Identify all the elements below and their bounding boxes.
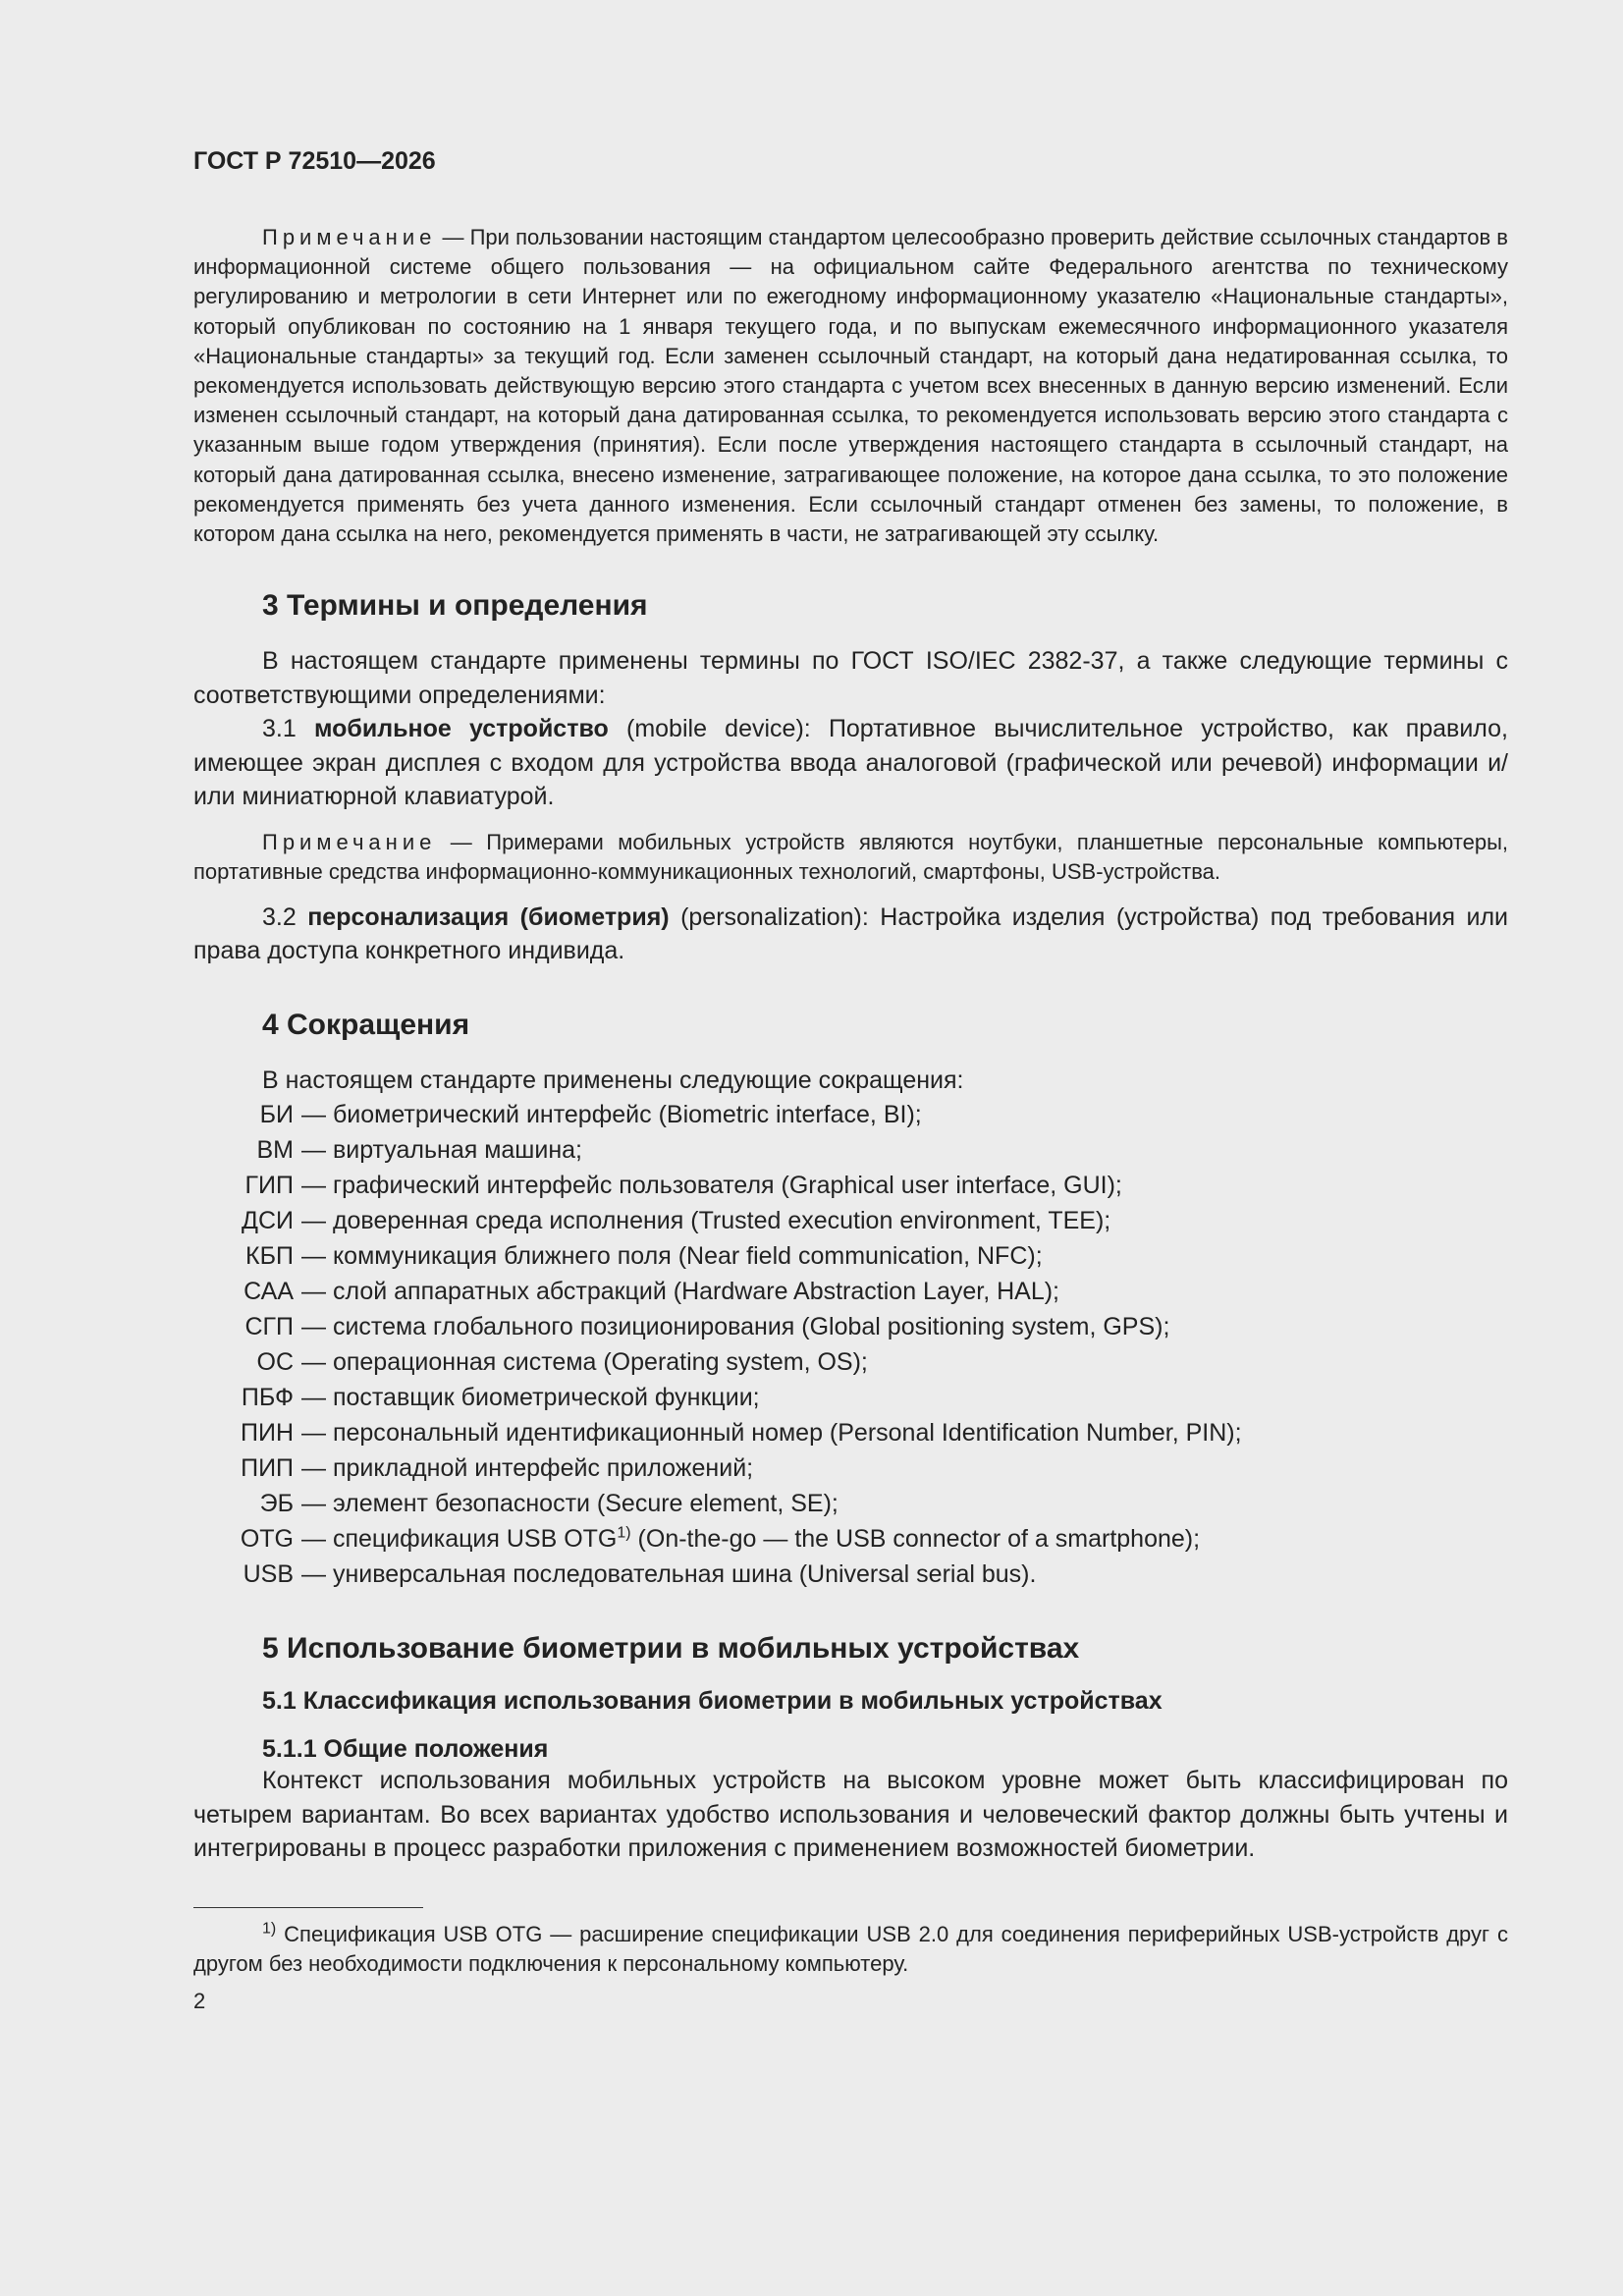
abbreviation-definition: — поставщик биометрической функции; <box>301 1384 760 1412</box>
abbreviation-row <box>193 1168 1508 1203</box>
abbreviation-key: СГП <box>244 1313 294 1341</box>
reference-note <box>193 223 1508 549</box>
abbreviation-key: БИ <box>259 1101 294 1129</box>
subsection-5-1-1-title: 5.1.1 Общие положения <box>262 1735 549 1764</box>
abbreviation-row <box>193 1274 1508 1309</box>
abbreviation-definition: — операционная система (Operating system, OS); <box>301 1348 868 1377</box>
abbreviation-row <box>193 1344 1508 1380</box>
section-3-intro: В настоящем стандарте применены термины по ГОСТ ISO/IEC 2382-37, а также следующие термины с соответствующими определениями: <box>193 647 1508 709</box>
abbreviation-definition: — виртуальная машина; <box>301 1136 582 1165</box>
footnote-divider <box>193 1907 423 1908</box>
abbreviation-definition: — биометрический интерфейс (Biometric interface, BI); <box>301 1101 922 1129</box>
footnote-ref: 1) <box>617 1524 631 1542</box>
term-definition: (personalization): Настройка изделия (устройства) под требования или права доступа конкретного индивида. <box>193 902 1509 965</box>
document-page <box>193 147 1508 2014</box>
note-text: — Примерами мобильных устройств являются ноутбуки, планшетные персональные компьютеры, портативные средства информационно-коммуникационных технологий, смартфоны, USB-устройства. <box>193 829 1508 884</box>
abbreviation-row <box>193 1521 1508 1557</box>
note-label: Примечание <box>262 225 437 249</box>
abbreviation-definition <box>301 1521 1200 1557</box>
abbreviation-key: OTG <box>240 1525 294 1554</box>
abbreviation-row <box>193 1380 1508 1415</box>
abbreviation-key: ОС <box>256 1348 294 1377</box>
definition-text: — спецификация USB OTG <box>301 1525 618 1554</box>
abbreviation-key: ЭБ <box>259 1490 294 1518</box>
abbreviation-definition: — прикладной интерфейс приложений; <box>301 1454 754 1483</box>
term-number: 3.2 <box>262 902 308 931</box>
abbreviation-key: ВМ <box>256 1136 294 1165</box>
abbreviation-row <box>193 1486 1508 1521</box>
term-number: 3.1 <box>262 715 314 743</box>
section-5-paragraph: Контекст использования мобильных устройств на высоком уровне может быть классифицирован по четырем вариантам. Во всех вариантах удобство использования и человеческий фактор должны быть учтены и интегрированы в процесс разработки приложения с применением возможностей биометрии. <box>193 1767 1508 1863</box>
abbreviation-definition: — персональный идентификационный номер (Personal Identification Number, PIN); <box>301 1419 1242 1448</box>
abbreviation-row <box>193 1557 1508 1592</box>
footnote-marker: 1) <box>262 1920 277 1938</box>
term-name: персонализация (биометрия) <box>307 902 670 931</box>
abbreviation-definition: — доверенная среда исполнения (Trusted execution environment, TEE); <box>301 1207 1111 1235</box>
term-3-1 <box>193 712 1508 814</box>
abbreviation-list <box>193 1097 1508 1521</box>
section-4-intro: В настоящем стандарте применены следующие сокращения: <box>262 1066 964 1094</box>
abbreviation-row <box>193 1309 1508 1344</box>
abbreviation-key: ДСИ <box>242 1207 294 1235</box>
abbreviation-key: ПИН <box>241 1419 294 1448</box>
note-text: — При пользовании настоящим стандартом целесообразно проверить действие ссылочных стандартов в информационной системе общего пользования — на официальном сайте Федерального агентства по техническому регулированию и метрологии в сети Интернет или по ежегодному информационному указателю «Национальные стандарты», который опубликован по состоянию на 1 января текущего года, и по выпускам ежемесячного информационного указателя «Национальные стандарты» за текущий год. Если заменен ссылочный стандарт, на который дана недатированная ссылка, то рекомендуется использовать действующую версию этого стандарта с учетом всех внесенных в данную версию изменений. Если изменен ссылочный стандарт, на который дана датированная ссылка, то рекомендуется использовать версию этого стандарта с указанным выше годом утверждения (принятия). Если после утверждения настоящего стандарта в ссылочный стандарт, на который дана датированная ссылка, внесено изменение, затрагивающее положение, на которое дана ссылка, то это положение рекомендуется применять без учета данного изменения. Если ссылочный стандарт отменен без замены, то положение, в котором дана ссылка на него, рекомендуется применять в части, не затрагивающей эту ссылку. <box>193 225 1508 547</box>
abbreviation-key: USB <box>243 1560 294 1589</box>
term-3-2 <box>193 901 1508 968</box>
section-3-title: 3 Термины и определения <box>262 589 648 623</box>
footnote <box>193 1920 1508 1979</box>
abbreviation-key: ПИП <box>241 1454 294 1483</box>
abbreviation-definition: — система глобального позиционирования (Global positioning system, GPS); <box>301 1313 1170 1341</box>
page-number: 2 <box>193 1988 206 2013</box>
abbreviation-key: ГИП <box>244 1172 294 1200</box>
abbreviation-row <box>193 1203 1508 1238</box>
section-5-title: 5 Использование биометрии в мобильных устройствах <box>262 1632 1080 1666</box>
note-label: Примечание <box>262 829 437 854</box>
abbreviation-definition: — коммуникация ближнего поля (Near field communication, NFC); <box>301 1242 1043 1271</box>
abbreviation-definition: — графический интерфейс пользователя (Graphical user interface, GUI); <box>301 1172 1122 1200</box>
abbreviation-key: КБП <box>245 1242 294 1271</box>
abbreviation-key: ПБФ <box>241 1384 294 1412</box>
abbreviation-row <box>193 1132 1508 1168</box>
abbreviation-definition: — слой аппаратных абстракций (Hardware Abstraction Layer, HAL); <box>301 1278 1059 1306</box>
abbreviation-row <box>193 1238 1508 1274</box>
term-note <box>193 828 1508 887</box>
section-4-title: 4 Сокращения <box>262 1008 470 1041</box>
footnote-text: Спецификация USB OTG — расширение спецификации USB 2.0 для соединения периферийных USB-устройств друг с другом без необходимости подключения к персональному компьютеру. <box>193 1921 1508 1976</box>
abbreviation-definition: — элемент безопасности (Secure element, SE); <box>301 1490 839 1518</box>
abbreviation-row <box>193 1415 1508 1450</box>
term-definition: (mobile device): Портативное вычислительное устройство, как правило, имеющее экран дисплея с входом для устройства ввода аналоговой (графической или речевой) информации и/или миниатюрной клавиатурой. <box>193 715 1509 811</box>
abbreviation-row <box>193 1450 1508 1486</box>
abbreviation-key: САА <box>243 1278 294 1306</box>
abbreviation-definition: — универсальная последовательная шина (Universal serial bus). <box>301 1560 1037 1589</box>
abbreviation-row <box>193 1097 1508 1132</box>
document-header: ГОСТ Р 72510—2026 <box>193 147 436 175</box>
definition-text: (On-the-go — the USB connector of a smartphone); <box>630 1525 1201 1554</box>
subsection-5-1-title: 5.1 Классификация использования биометрии в мобильных устройствах <box>262 1687 1163 1716</box>
term-name: мобильное устройство <box>313 715 609 743</box>
